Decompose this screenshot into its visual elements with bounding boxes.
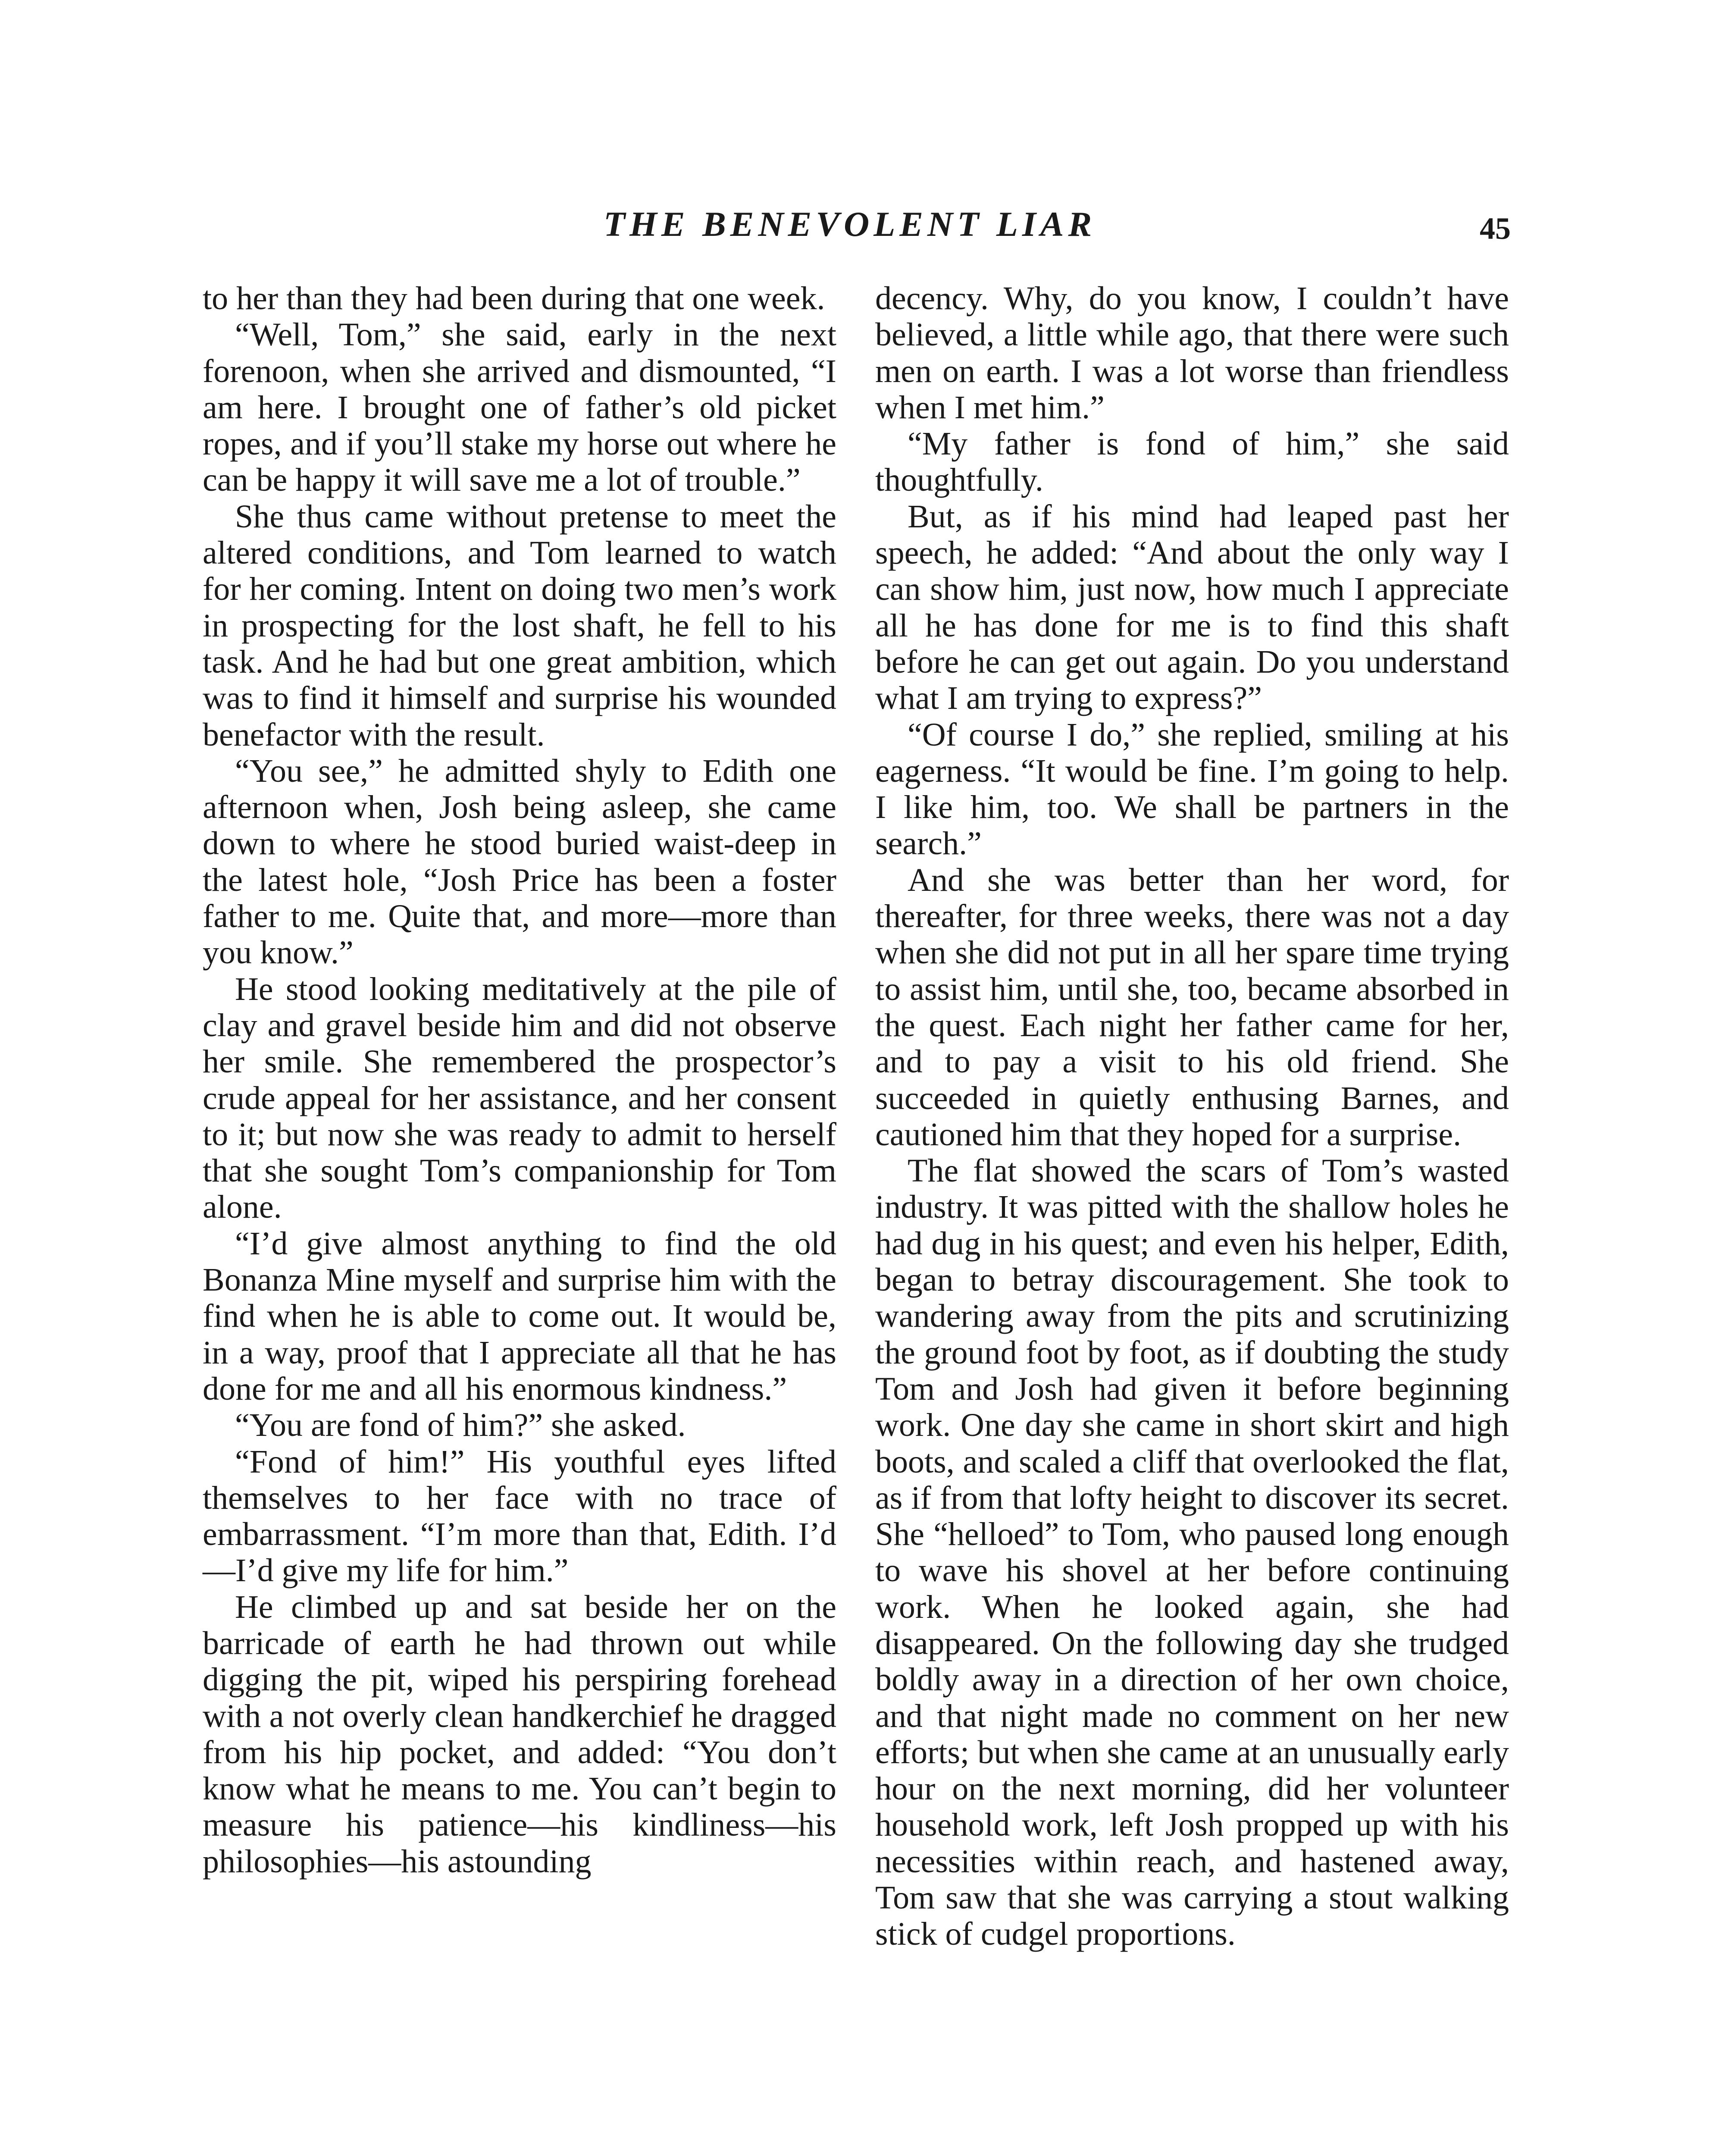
- paragraph: “My father is fond of him,” she said thoughtfully.: [875, 426, 1509, 498]
- paragraph: “I’d give almost anything to find the old Bonanza Mine myself and surprise him with the find when he is able to come out. It would be, in a way, proof that I appreciate all that he has done for me and all his enormous kindness.”: [203, 1225, 836, 1407]
- paragraph: But, as if his mind had leaped past her speech, he added: “And about the only way I can show him, just now, how much I appreciate all he has done for me is to find this shaft before he can get out again. Do you understand what I am trying to express?”: [875, 498, 1509, 717]
- left-text-column: [203, 280, 836, 1880]
- page-number: 45: [1480, 211, 1511, 246]
- paragraph: to her than they had been during that one week.: [203, 280, 825, 317]
- paragraph: “Well, Tom,” she said, early in the next forenoon, when she arrived and dismounted, “I am here. I brought one of father’s old picket ropes, and if you’ll stake my horse out where he can be happy it will save me a lot of trouble.”: [203, 317, 836, 498]
- paragraph: He climbed up and sat beside her on the barricade of earth he had thrown out while digging the pit, wiped his perspiring forehead with a not overly clean handkerchief he dragged from his hip pocket, and added: “You don’t know what he means to me. You can’t begin to measure his patience—his kindliness—his philosophies—his astounding: [203, 1589, 836, 1880]
- paragraph: “You are fond of him?” she asked.: [235, 1407, 686, 1444]
- paragraph: “Fond of him!” His youthful eyes lifted themselves to her face with no trace of embarrassment. “I’m more than that, Edith. I’d—I’d give my life for him.”: [203, 1443, 836, 1589]
- paragraph: She thus came without pretense to meet the altered conditions, and Tom learned to watch for her coming. Intent on doing two men’s work in prospecting for the lost shaft, he fell to his task. And he had but one great ambition, which was to find it himself and surprise his wounded benefactor with the result.: [203, 498, 836, 753]
- running-title: THE BENEVOLENT LIAR: [604, 204, 1096, 244]
- paragraph: “You see,” he admitted shyly to Edith one afternoon when, Josh being asleep, she came down to where he stood buried waist-deep in the latest hole, “Josh Price has been a foster father to me. Quite that, and more—more than you know.”: [203, 752, 836, 971]
- paragraph: decency. Why, do you know, I couldn’t have believed, a little while ago, that there were such men on earth. I was a lot worse than friendless when I met him.”: [875, 280, 1509, 426]
- paragraph: “Of course I do,” she replied, smiling at his eagerness. “It would be fine. I’m going to help. I like him, too. We shall be partners in the search.”: [875, 716, 1509, 862]
- paragraph: He stood looking meditatively at the pile of clay and gravel beside him and did not observe her smile. She remembered the prospector’s crude appeal for her assistance, and her consent to it; but now she was ready to admit to herself that she sought Tom’s companionship for Tom alone.: [203, 971, 836, 1225]
- paragraph: And she was better than her word, for thereafter, for three weeks, there was not a day when she did not put in all her spare time trying to assist him, until she, too, became absorbed in the quest. Each night her father came for her, and to pay a visit to his old friend. She succeeded in quietly enthusing Barnes, and cautioned him that they hoped for a surprise.: [875, 862, 1509, 1153]
- paragraph: The flat showed the scars of Tom’s wasted industry. It was pitted with the shallow holes he had dug in his quest; and even his helper, Edith, began to betray discouragement. She took to wandering away from the pits and scrutinizing the ground foot by foot, as if doubting the study Tom and Josh had given it before beginning work. One day she came in short skirt and high boots, and scaled a cliff that overlooked the flat, as if from that lofty height to discover its secret. She “helloed” to Tom, who paused long enough to wave his shovel at her before continuing work. When he looked again, she had disappeared. On the following day she trudged boldly away in a direction of her own choice, and that night made no comment on her new efforts; but when she came at an unusually early hour on the next morning, did her volunteer household work, left Josh propped up with his necessities within reach, and hastened away, Tom saw that she was carrying a stout walking stick of cudgel proportions.: [875, 1153, 1509, 1952]
- right-text-column: [875, 280, 1509, 1952]
